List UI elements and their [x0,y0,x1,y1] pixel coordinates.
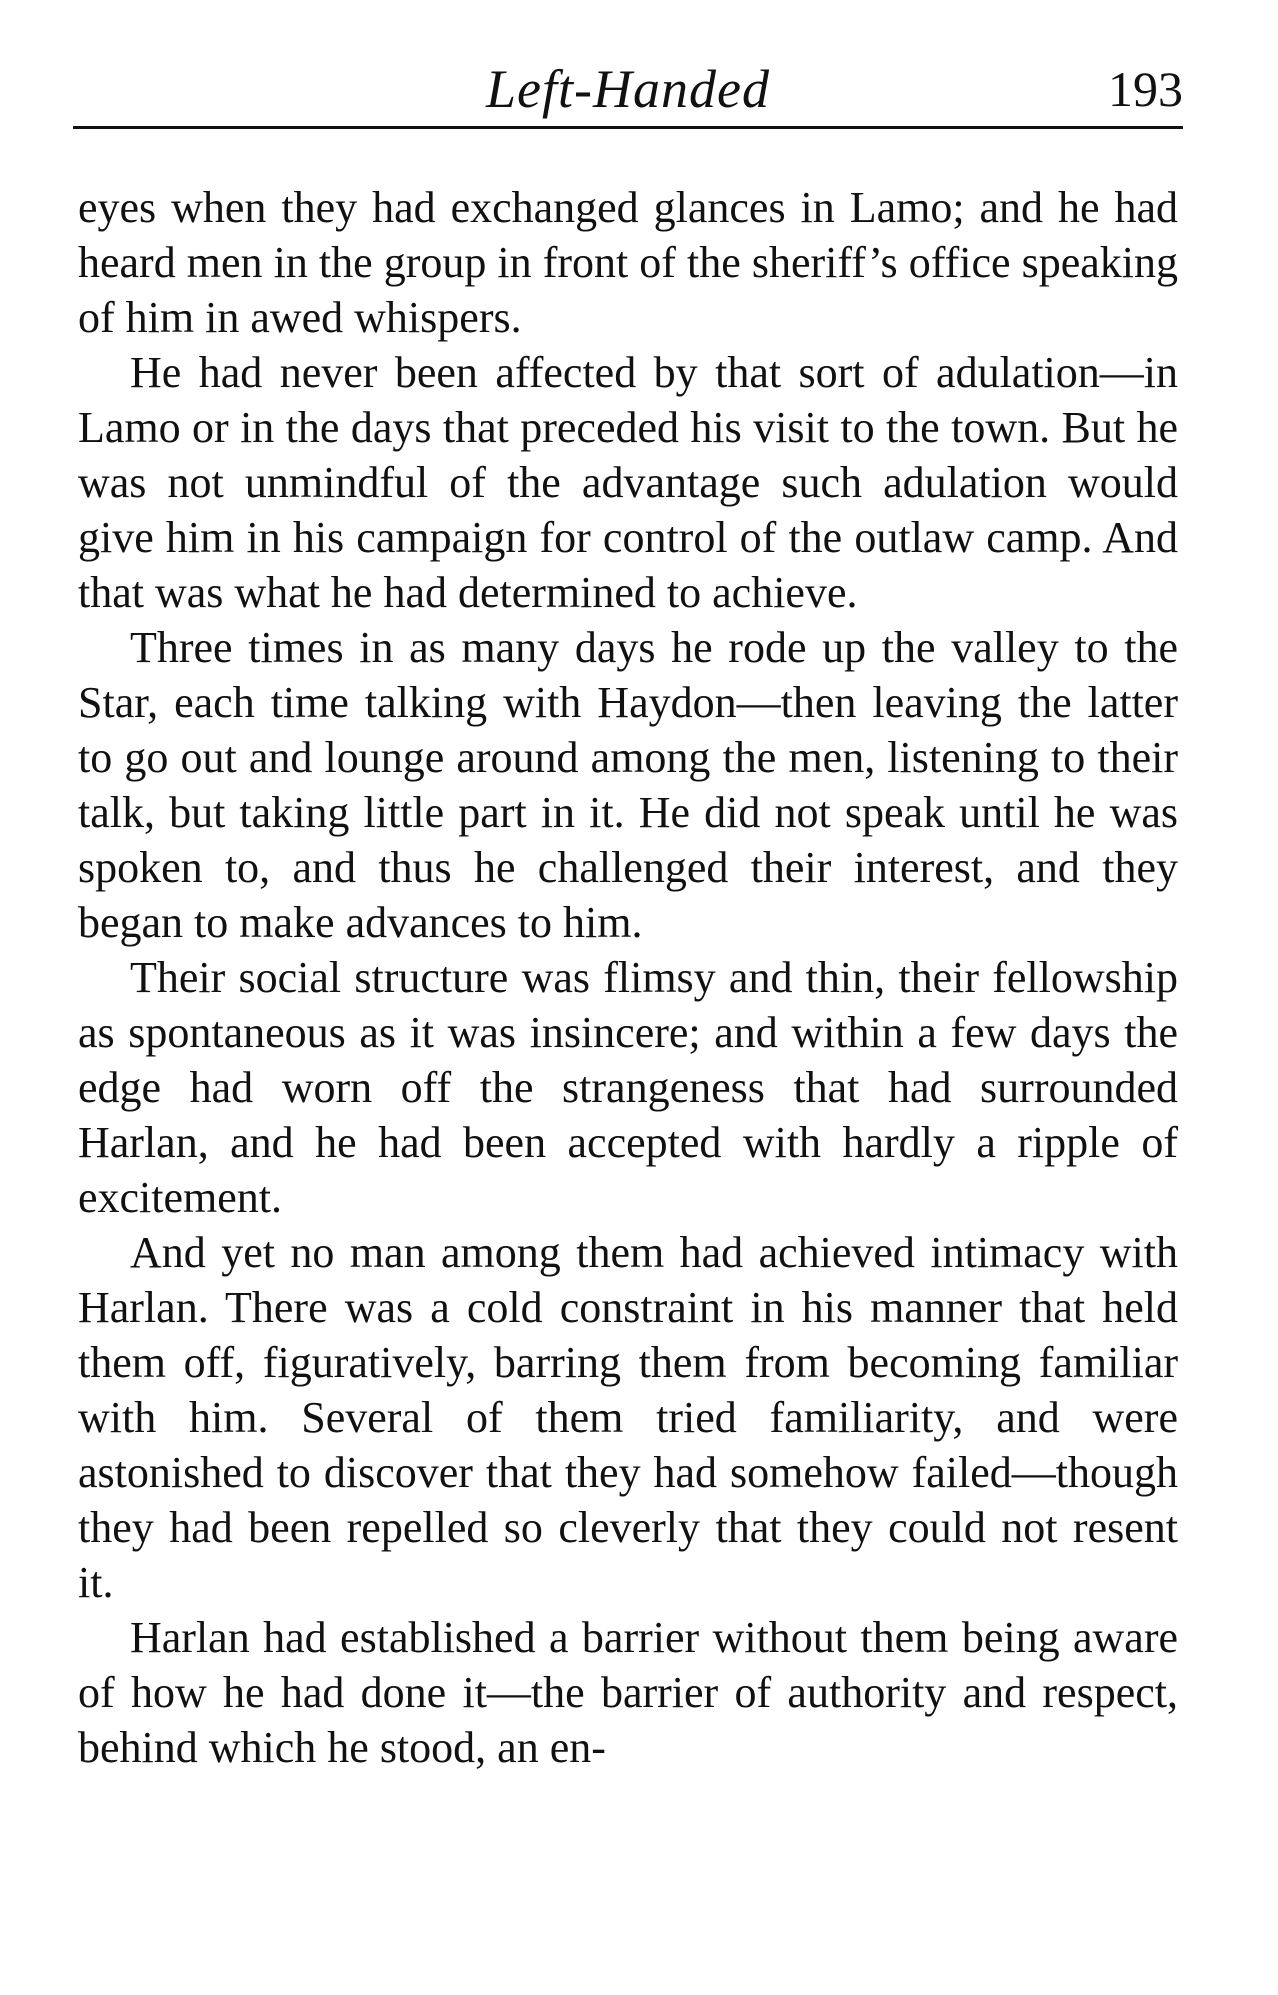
page-number: 193 [1108,61,1183,117]
paragraph: Their social structure was flimsy and thin, their fellowship as spontaneous as it was insincere; and within a few days the edge had worn off the strangeness that had surrounded Harlan, and he had been accepted with hardly a ripple of excitement. [78,953,1178,1222]
header-rule [73,126,1183,129]
running-title: Left-Handed [486,59,770,119]
paragraph: He had never been affected by that sort of adulation—in Lamo or in the days that preceded his visit to the town. But he was not unmindful of the advantage such adulation would give him in his campaign for control of the outlaw camp. And that was what he had determined to achieve. [78,348,1178,617]
running-head [73,54,1183,124]
paragraph: And yet no man among them had achieved intimacy with Harlan. There was a cold constraint in his manner that held them off, figuratively, barring them from becoming familiar with him. Several of them tried familiarity, and were astonished to discover that they had somehow failed—though they had been repelled so cleverly that they could not resent it. [78,1228,1178,1607]
paragraph: Three times in as many days he rode up the valley to the Star, each time talking with Haydon—then leaving the latter to go out and lounge around among the men, listening to their talk, but taking little part in it. He did not speak until he was spoken to, and thus he challenged their interest, and they began to make advances to him. [78,623,1178,947]
paragraph: Harlan had established a barrier without them being aware of how he had done it—the barrier of authority and respect, behind which he stood, an en- [78,1613,1178,1772]
body-text [78,180,1178,1775]
paragraph: eyes when they had exchanged glances in Lamo; and he had heard men in the group in front of the sheriff’s office speaking of him in awed whispers. [78,183,1178,342]
